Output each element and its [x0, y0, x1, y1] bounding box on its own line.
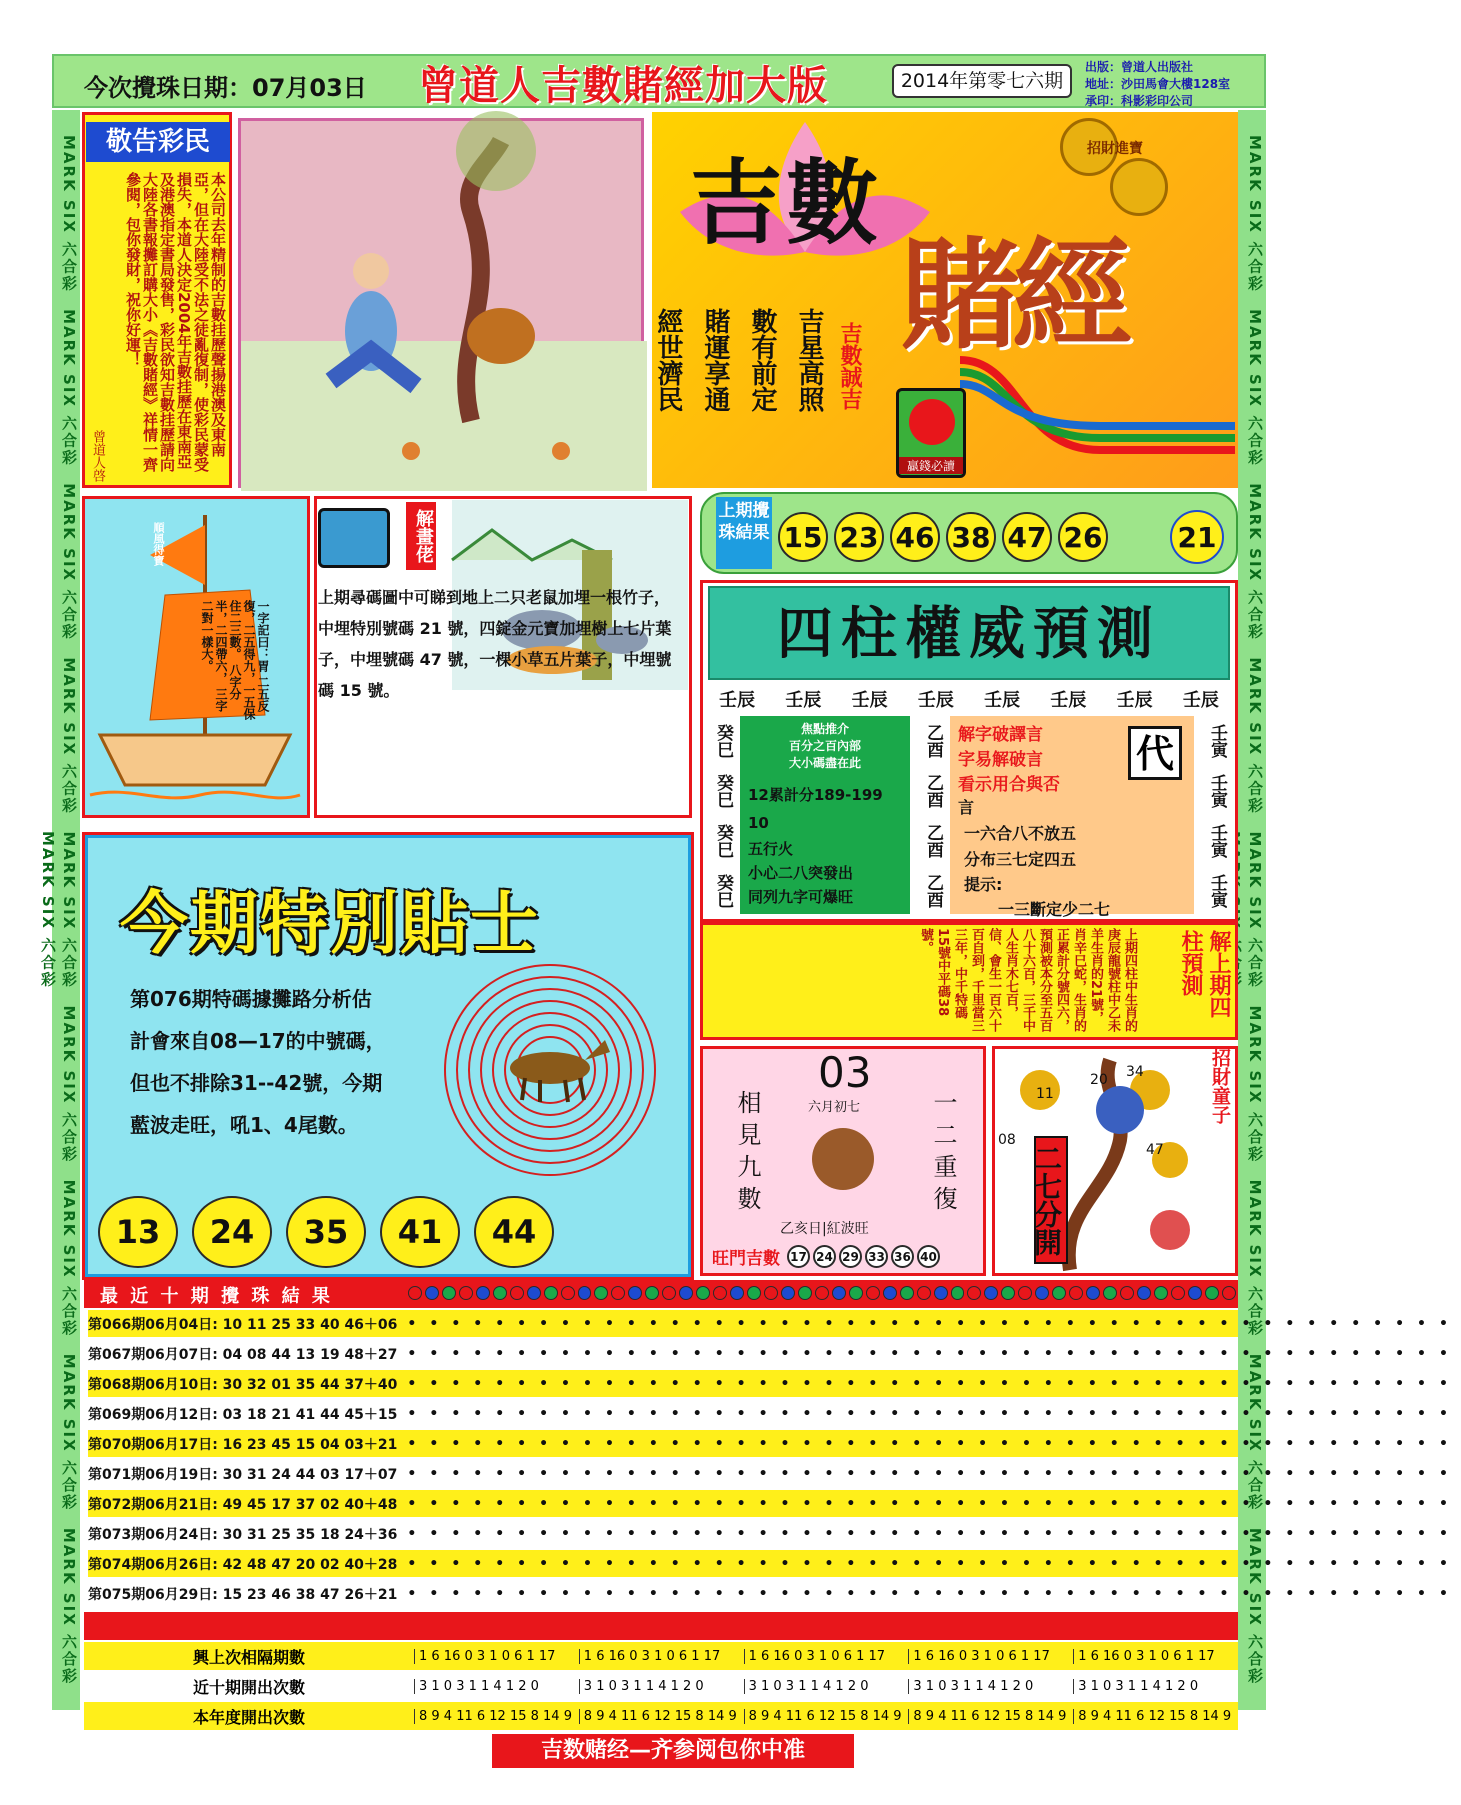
- pillars-right-col: 壬寅 壬寅 壬寅 壬寅: [1207, 724, 1227, 908]
- boy-num: 11: [1036, 1086, 1054, 1102]
- notice-body: 本公司去年精制的吉數挂歷聲揚港澳及東南亞，但在大陸受不法之徒亂復制，使彩民蒙受損失，本道人決定2004年吉數挂歷在東南亞及港澳指定書局發售，彩民欲知吉數挂歷請向大陸各書報攤訂購大小《吉數賭經》祥情一齊參閱，包你發財，祝你好運！: [124, 172, 227, 472]
- result-row: 第074期06月26日: 42 48 47 20 02 40＋28 ••••••••••••••••••••••••••••••••••••••••••••••••: [88, 1550, 1238, 1577]
- prev-analysis-label: 解上期四柱預測: [1178, 930, 1231, 1018]
- result-row: 第070期06月17日: 16 23 45 15 04 03＋21 ••••••••••••••••••••••••••••••••••••••••••••••••: [88, 1430, 1238, 1457]
- result-row: 第066期06月04日: 10 11 25 33 40 46＋06 ••••••••••••••••••••••••••••••••••••••••••••••••: [88, 1310, 1238, 1337]
- riddle-icon: [318, 508, 390, 568]
- riddle-text: 上期尋碼圖中可睇到地上二只老鼠加埋一根竹子，中埋特別號碼 21 號，四錠金元寶加埋樹上七片葉子，中埋號碼 47 號，一棵小草五片葉子，中埋號碼 15 號。: [318, 588, 672, 700]
- special-ball: 21: [1170, 510, 1224, 564]
- rainbow-swoosh: [960, 350, 1235, 460]
- recent-header: 最 近 十 期 攪 珠 結 果: [100, 1286, 333, 1307]
- riddle-label: 解畫佬: [406, 502, 436, 570]
- boat-flag: 順風得寶: [152, 522, 165, 566]
- coins-icon: 招財進寶: [1050, 118, 1180, 228]
- scene-illustration: [238, 118, 644, 488]
- result-row: 第073期06月24日: 30 31 25 35 18 24＋36 ••••••••••••••••••••••••••••••••••••••••••••••••: [88, 1520, 1238, 1547]
- printer: 承印：科影彩印公司: [1085, 94, 1194, 108]
- tips-text: 第076期特碼據攤路分析估計會來自08—17的中號碼，但也不排除31--42號，今期藍波走旺，吼1、4尾數。: [130, 987, 386, 1137]
- result-row: 第068期06月10日: 30 32 01 35 44 37＋40 ••••••••••••••••••••••••••••••••••••••••••••••••: [88, 1370, 1238, 1397]
- tip-ball: 44: [474, 1196, 554, 1268]
- result-row: 第067期06月07日: 04 08 44 13 19 48＋27 ••••••••••••••••••••••••••••••••••••••••••••••••: [88, 1340, 1238, 1367]
- tip-ball: 13: [98, 1196, 178, 1268]
- footer-banner: 吉数赌经—齐参阅包你中准: [492, 1734, 854, 1768]
- tip-ball: 35: [286, 1196, 366, 1268]
- tips-title: 今期特別貼士: [120, 885, 541, 964]
- lucky-row: 旺門吉數 17 24 29 33 36 40: [712, 1244, 940, 1269]
- almanac-left: 相見九數: [733, 1090, 761, 1218]
- draw-date: 今次攪珠日期：07月03日: [84, 74, 367, 102]
- stats-row: 興上次相隔期數 1 6 16 0 3 1 0 6 1 17 1 6 16 0 3 1 0 6 1 17 1 6 16 0 3 1 0 6 1 17 1 6 16 0 3 1 0 6 1 17 1 6 16 0 3 1 0 6 1 17: [84, 1642, 1238, 1670]
- tip-ball: 24: [192, 1196, 272, 1268]
- win-badge: 贏錢必讀: [896, 388, 966, 478]
- stats-row: 本年度開出次數 8 9 4 11 6 12 15 8 14 9 8 9 4 11 6 12 15 8 14 9 8 9 4 11 6 12 15 8 14 9 8 9 4 11 6 12 15 8 14 9 8 9 4 11 6 12 15 8 14 9: [84, 1702, 1238, 1730]
- logo-jishu: 吉數: [690, 150, 883, 257]
- pillars-orange-box: 解字破譯言 字易解破言 看示用合與否 言 一六合八不放五 分布三七定四五 提示: 一三斷定少二七: [950, 716, 1194, 914]
- pillars-green-box: 焦點推介 百分之百內部 大小碼盡在此 12累計分189-199 10 五行火 小心二八突發出 同列九字可爆旺: [740, 716, 910, 914]
- almanac-footer: 乙亥日|紅波旺: [780, 1221, 869, 1237]
- left-side-strip: MARK SIX 六合彩 MARK SIX 六合彩 MARK SIX 六合彩 MARK SIX 六合彩 MARK SIX 六合彩 MARK SIX 六合彩 MARK SIX 六合彩 MARK SIX 六合彩 MARK SIX 六合彩 MARK SIX 六合彩: [52, 110, 80, 1710]
- address: 地址：沙田馬會大樓128室: [1085, 77, 1231, 91]
- result-row: 第069期06月12日: 03 18 21 41 44 45＋15 ••••••••••••••••••••••••••••••••••••••••••••••••: [88, 1400, 1238, 1427]
- stats-header-bar: [84, 1612, 1238, 1640]
- pillars-top-row: 壬辰 壬辰 壬辰 壬辰 壬辰 壬辰 壬辰 壬辰: [719, 690, 1219, 711]
- notice-sign: 曾道人啓: [90, 430, 105, 482]
- result-ball: 15: [778, 512, 828, 562]
- boy-label: 招財童子: [1209, 1048, 1231, 1124]
- result-row: 第072期06月21日: 49 45 17 37 02 40＋48 ••••••••••••••••••••••••••••••••••••••••••••••••: [88, 1490, 1238, 1517]
- notice-title: 敬告彩民: [86, 122, 230, 162]
- issue-number: 2014年第零七六期: [892, 64, 1072, 98]
- tip-ball: 41: [380, 1196, 460, 1268]
- boat-text: 一字記曰：胃 二五反復，二五得九，一五保住二三數。 八字分半，二四帶六， 三字二對一樣大。: [200, 600, 270, 720]
- ball-strip: [408, 1286, 1236, 1302]
- monkey-icon: [812, 1128, 874, 1190]
- last-result-label: 上期攪珠結果: [716, 497, 772, 569]
- result-ball: 47: [1002, 512, 1052, 562]
- logo-red-text: 吉數誠吉: [837, 322, 862, 410]
- almanac-right: 一二重復: [929, 1090, 957, 1218]
- boy-num: 47: [1146, 1142, 1164, 1158]
- result-ball: 38: [946, 512, 996, 562]
- almanac-lunar: 六月初七: [808, 1100, 861, 1115]
- result-ball: 23: [834, 512, 884, 562]
- boy-num: 08: [998, 1132, 1016, 1148]
- almanac-day: 03: [818, 1048, 872, 1097]
- pillars-left-col: 癸巳 癸巳 癸巳 癸巳: [713, 724, 733, 908]
- logo-dujing: 賭經: [900, 227, 1124, 366]
- result-ball: 46: [890, 512, 940, 562]
- result-ball: 26: [1058, 512, 1108, 562]
- prev-analysis-text: 上期四柱中生肖的庚辰龍號柱中乙未羊生肖的21號，肖辛巳蛇，生肖的正累計分號四六，預測被本分至五百八十六百，三千中人生肖木七百，信、會生一百六十百自到，千里當三三年，中千特碼15號中平碼38號。: [918, 928, 1137, 1032]
- right-side-strip: MARK SIX 六合彩 MARK SIX 六合彩 MARK SIX 六合彩 MARK SIX 六合彩 MARK SIX 六合彩 MARK SIX 六合彩 MARK SIX 六合彩 MARK SIX 六合彩 MARK SIX 六合彩: [1238, 110, 1266, 1710]
- publisher: 出版：曾道人出版社: [1085, 60, 1194, 74]
- boy-banner: 二七分開: [1034, 1136, 1068, 1264]
- boy-num: 20: [1090, 1072, 1108, 1088]
- tips-balls: [98, 1196, 554, 1268]
- page-title: 曾道人吉數賭經加大版: [418, 63, 828, 109]
- horse-target: [430, 960, 670, 1180]
- last-result-balls: [778, 512, 1108, 562]
- pillars-mid-col: 乙酉 乙酉 乙酉 乙酉: [923, 724, 943, 908]
- stats-row: 近十期開出次數 3 1 0 3 1 1 4 1 2 0 3 1 0 3 1 1 4 1 2 0 3 1 0 3 1 1 4 1 2 0 3 1 0 3 1 1 4 1 2 0 3 1 0 3 1 1 4 1 2 0: [84, 1672, 1238, 1700]
- boy-num: 34: [1126, 1064, 1144, 1080]
- logo-poem: 吉星高照 數有前定 賭運享通 經世濟民: [653, 308, 824, 412]
- result-row: 第071期06月19日: 30 31 24 44 03 17＋07 ••••••••••••••••••••••••••••••••••••••••••••••••: [88, 1460, 1238, 1487]
- pillars-dai: 代: [1128, 726, 1182, 780]
- four-pillars-title: 四柱權威預測: [708, 586, 1230, 680]
- result-row: 第075期06月29日: 15 23 46 38 47 26＋21 ••••••••••••••••••••••••••••••••••••••••••••••••: [88, 1580, 1238, 1607]
